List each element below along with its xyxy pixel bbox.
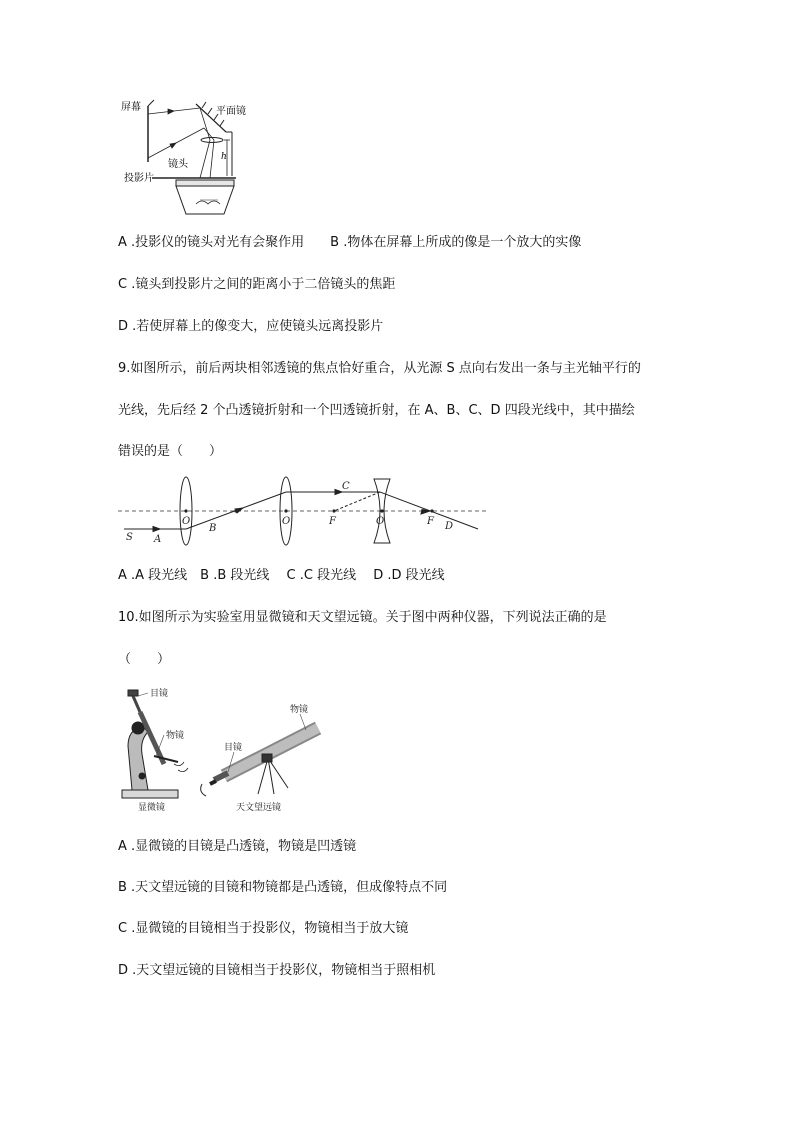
telescope-name: 天文望远镜	[236, 803, 282, 813]
label-A: A	[154, 534, 162, 545]
label-mirror: 平面镜	[216, 106, 246, 117]
projector-figure	[118, 96, 268, 218]
label-lens: 镜头	[168, 159, 188, 170]
microscope	[122, 690, 188, 798]
q10-option-b[interactable]: B .天文望远镜的目镜和物镜都是凸透镜，但成像特点不同	[118, 880, 448, 895]
q8-option-b[interactable]: B .物体在屏幕上所成的像是一个放大的实像	[330, 235, 582, 250]
q9-stem-line-2: 光线，先后经 2 个凸透镜折射和一个凹透镜折射，在 A、B、C、D 四段光线中，其中描绘	[118, 403, 635, 418]
q8-option-c[interactable]: C .镜头到投影片之间的距离小于二倍镜头的焦距	[118, 277, 396, 292]
q10-option-d[interactable]: D .天文望远镜的目镜相当于投影仪，物镜相当于照相机	[118, 963, 436, 978]
light-ray-path	[124, 490, 478, 532]
label-slide: 投影片	[124, 173, 154, 184]
microscope-name: 显微镜	[138, 803, 166, 813]
label-h: h	[221, 152, 227, 162]
q10-stem-line-2: （ ）	[118, 652, 171, 667]
label-B: B	[209, 523, 217, 534]
q10-option-c[interactable]: C .显微镜的目镜相当于投影仪，物镜相当于放大镜	[118, 921, 409, 936]
q8-option-a[interactable]: A .投影仪的镜头对光有会聚作用	[118, 235, 305, 250]
q10-option-a[interactable]: A .显微镜的目镜是凸透镜，物镜是凹透镜	[118, 839, 357, 854]
projector-box	[152, 178, 236, 214]
q8-options-ab	[118, 234, 581, 252]
q9-options[interactable]: A .A 段光线 B .B 段光线 C .C 段光线 D .D 段光线	[118, 568, 445, 583]
label-F2: F	[427, 516, 434, 527]
q8-option-d[interactable]: D .若使屏幕上的像变大，应使镜头远离投影片	[118, 319, 384, 334]
q9-stem-line-1: 9.如图所示，前后两块相邻透镜的焦点恰好重合，从光源 S 点向右发出一条与主光轴平行的	[118, 361, 641, 376]
telescope-eyepiece-label: 目镜	[224, 743, 243, 753]
label-S: S	[126, 532, 133, 543]
q10-stem-line-1: 10.如图所示为实验室用显微镜和天文望远镜。关于图中两种仪器，下列说法正确的是	[118, 610, 607, 625]
label-F1: F	[329, 516, 336, 527]
label-D: D	[445, 521, 454, 532]
label-O1: O	[182, 516, 191, 527]
label-C: C	[342, 481, 350, 492]
telescope	[201, 728, 318, 796]
microscope-telescope-figure	[118, 684, 338, 814]
telescope-objective-label: 物镜	[290, 705, 309, 715]
microscope-objective-label: 物镜	[166, 731, 185, 741]
label-O3: O	[376, 516, 385, 527]
lens-ray-figure	[118, 474, 488, 550]
lens	[201, 138, 223, 143]
q9-stem-line-3: 错误的是（ ）	[118, 444, 223, 459]
microscope-eyepiece-label: 目镜	[150, 689, 169, 699]
label-screen: 屏幕	[121, 102, 141, 113]
screen	[148, 100, 154, 162]
label-O2: O	[282, 516, 291, 527]
